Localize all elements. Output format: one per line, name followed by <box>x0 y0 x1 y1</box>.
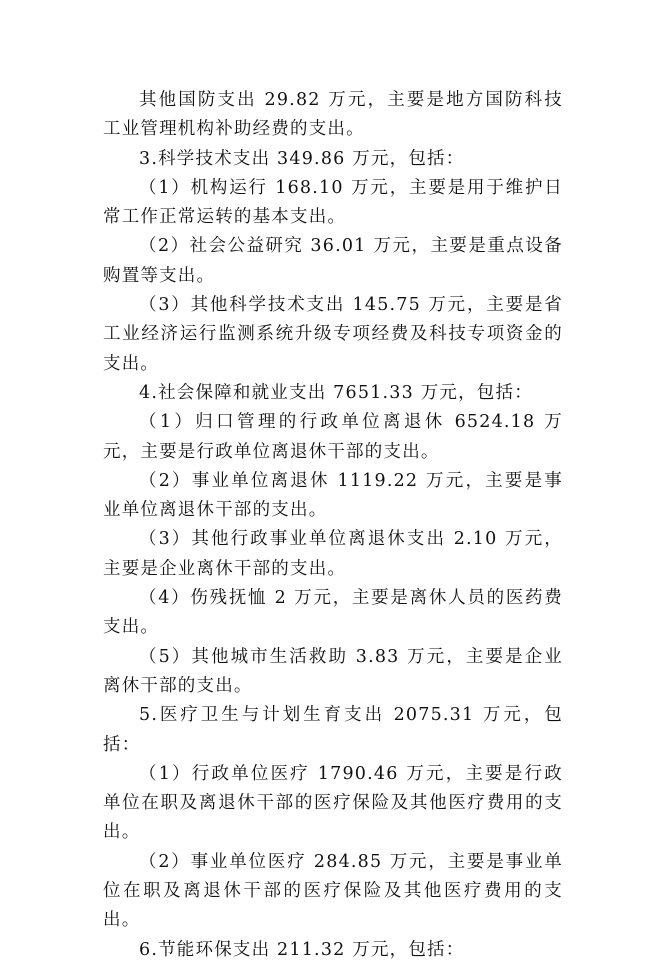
paragraph-institution-operation: （1）机构运行 168.10 万元，主要是用于维护日常工作正常运转的基本支出。 <box>103 177 563 228</box>
paragraph-institution-retirement: （2）事业单位离退休 1119.22 万元，主要是事业单位离退休干部的支出。 <box>103 470 563 521</box>
paragraph-public-research: （2）社会公益研究 36.01 万元，主要是重点设备购置等支出。 <box>103 236 563 286</box>
paragraph-other-science-tech: （3）其他科学技术支出 145.75 万元，主要是省工业经济运行监测系统升级专项经费及科技专项资金的支出。 <box>103 295 563 374</box>
paragraph-medical-heading: 5.医疗卫生与计划生育支出 2075.31 万元，包括： <box>103 705 563 755</box>
document-body <box>103 86 563 965</box>
paragraph-other-defense: 其他国防支出 29.82 万元，主要是地方国防科技工业管理机构补助经费的支出。 <box>103 90 563 140</box>
paragraph-institution-medical: （2）事业单位医疗 284.85 万元，主要是事业单位在职及离退休干部的医疗保险及其他医疗费用的支出。 <box>103 851 563 931</box>
paragraph-admin-medical: （1）行政单位医疗 1790.46 万元，主要是行政单位在职及离退休干部的医疗保险及其他医疗费用的支出。 <box>103 763 563 843</box>
paragraph-science-tech-heading: 3.科学技术支出 349.86 万元，包括： <box>139 148 465 169</box>
paragraph-social-security-heading: 4.社会保障和就业支出 7651.33 万元，包括： <box>139 382 533 403</box>
paragraph-urban-relief: （5）其他城市生活救助 3.83 万元，主要是企业离休干部的支出。 <box>103 646 563 696</box>
paragraph-other-retirement: （3）其他行政事业单位离退休支出 2.10 万元，主要是企业离休干部的支出。 <box>103 529 563 579</box>
paragraph-disability-pension: （4）伤残抚恤 2 万元，主要是离休人员的医药费支出。 <box>103 588 563 638</box>
paragraph-energy-heading: 6.节能环保支出 211.32 万元，包括： <box>139 939 465 960</box>
paragraph-admin-retirement: （1）归口管理的行政单位离退休 6524.18 万元，主要是行政单位离退休干部的支出。 <box>103 412 563 462</box>
